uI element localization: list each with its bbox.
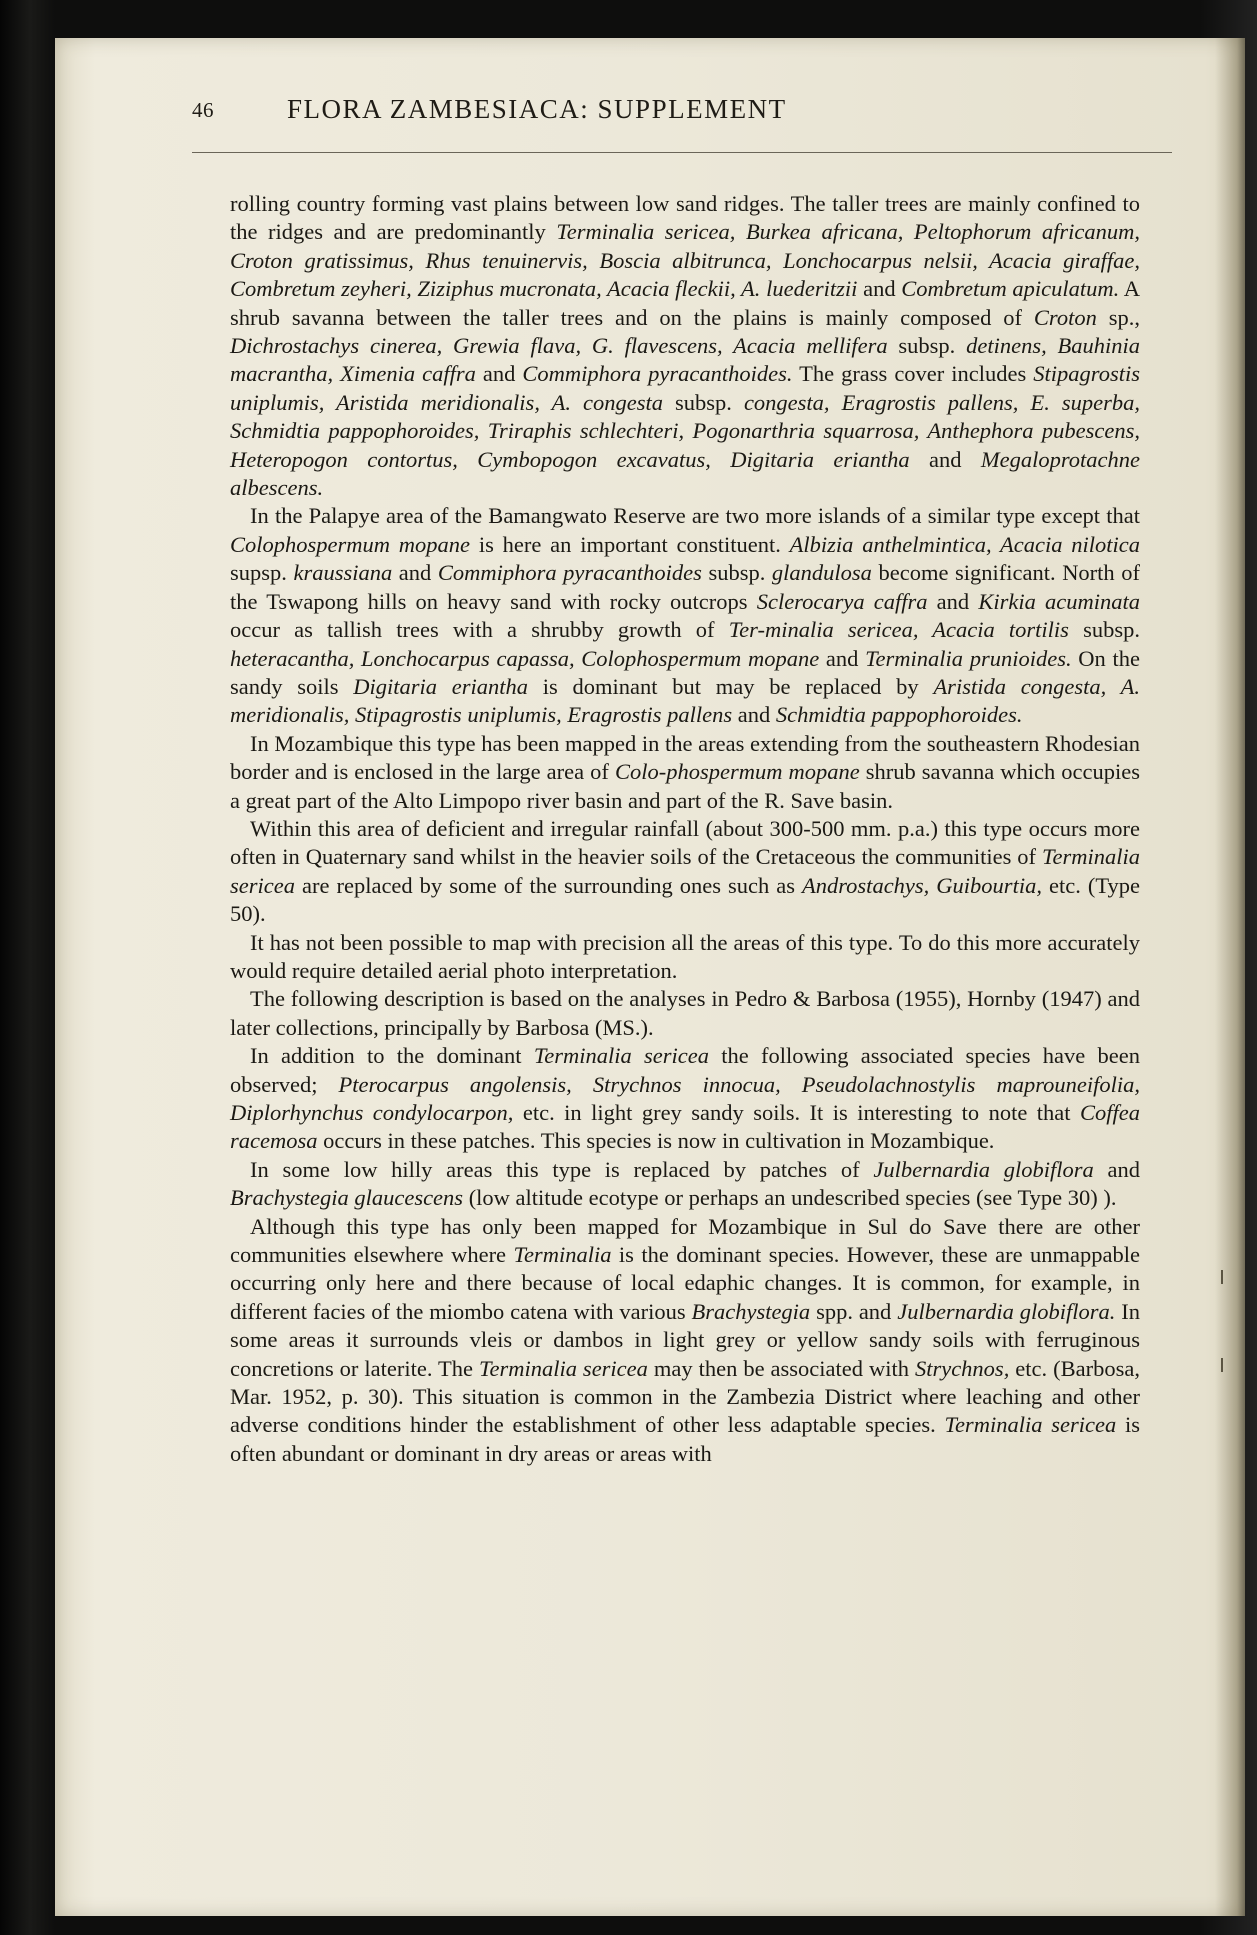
page-number: 46 xyxy=(192,98,214,122)
taxon-name: Commiphora pyracanthoides xyxy=(437,560,702,586)
taxon-name: glandulosa xyxy=(771,560,872,586)
taxon-name: Terminalia sericea xyxy=(479,1355,648,1381)
taxon-name: Commiphora pyracanthoides. xyxy=(522,361,793,387)
page-gutter-shadow xyxy=(1215,38,1245,1916)
taxon-name: Kirkia acuminata xyxy=(978,588,1140,614)
taxon-name: Brachystegia glaucescens xyxy=(230,1185,464,1211)
running-title: FLORA ZAMBESIACA: SUPPLEMENT xyxy=(287,94,787,124)
taxon-name: Strychnos, xyxy=(914,1355,1010,1381)
taxon-name: Pterocarpus angolensis, Strychnos innocua, Pseudolachnostylis maprouneifolia, Diplorhynchus condylocarpon, xyxy=(230,1071,1140,1125)
taxon-name: Sclerocarya caffra xyxy=(756,588,928,614)
taxon-name: Terminalia prunioides. xyxy=(865,645,1072,671)
taxon-name: Terminalia sericea, Burkea africana, Peltophorum africanum, Croton gratissimus, Rhus tenuinervis, Boscia albitrunca, Lonchocarpus nelsii, Acacia giraffae, Combretum zeyheri, Ziziphus mucronata, Acacia fleckii, A. luederitzii xyxy=(230,219,1140,302)
taxon-name: Julbernardia globiflora xyxy=(873,1156,1094,1182)
paragraph: In addition to the dominant Terminalia sericea the following associated species have been observed; Pterocarpus angolensis, Strychnos innocua, Pseudolachnostylis maprouneifolia, Diplorhynchus condylocarpon, etc. in light grey sandy soils. It is interesting to note that Coffea racemosa occurs in these patches. This species is now in cultivation in Mozambique. xyxy=(230,1043,1140,1154)
paragraph: In Mozambique this type has been mapped in the areas extending from the southeastern Rhodesian border and is enclosed in the large area of Colo-phospermum mopane shrub savanna which occupies a great part of the Alto Limpopo river basin and part of the R. Save basin. xyxy=(230,730,1141,813)
paragraph: In some low hilly areas this type is replaced by patches of Julbernardia globiflora and Brachystegia glaucescens (low altitude ecotype or perhaps an undescribed species (see Type 30) ). xyxy=(230,1156,1140,1211)
paragraph: The following description is based on the analyses in Pedro & Barbosa (1955), Hornby (1947) and later collections, principally by Barbosa (MS.). xyxy=(230,986,1140,1040)
paragraph: In the Palapye area of the Bamangwato Reserve are two more islands of a similar type except that Colophospermum mopane is here an important constituent. Albizia anthelmintica, Acacia nilotica supsp. kraussiana and Commiphora pyracanthoides subsp. glandulosa become significant. North of the Tswapong hills on heavy sand with rocky outcrops Sclerocarya caffra and Kirkia acuminata occur as tallish trees with a shrubby growth of Ter-minalia sericea, Acacia tortilis subsp. heteracantha, Lonchocarpus capassa, Colophospermum mopane and Terminalia prunioides. On the sandy soils Digitaria eriantha is dominant but may be replaced by Aristida congesta, A. meridionalis, Stipagrostis uniplumis, Eragrostis pallens and Schmidtia pappophoroides. xyxy=(230,503,1141,728)
taxon-name: Albizia anthelmintica, Acacia nilotica xyxy=(789,531,1140,557)
taxon-name: Coffea racemosa xyxy=(230,1100,1140,1154)
taxon-name: congesta, Eragrostis pallens, E. superba, Schmidtia pappophoroides, Triraphis schlechteri, Pogonarthria squarrosa, Anthephora pubescens, Heteropogon contortus, Cymbopogon excavatus, Digitaria eriantha xyxy=(230,389,1140,472)
taxon-name: Megaloprotachne albescens. xyxy=(230,446,1140,501)
taxon-name: Stipagrostis uniplumis, Aristida meridionalis, A. congesta xyxy=(230,361,1140,415)
taxon-name: Schmidtia pappophoroides. xyxy=(775,702,1023,728)
paragraph: Although this type has only been mapped for Mozambique in Sul do Save there are other communities elsewhere where Terminalia is the dominant species. However, these are unmappable occurring only here and there because of local edaphic changes. It is common, for example, in different facies of the miombo catena with various Brachystegia spp. and Julbernardia globiflora. In some areas it surrounds vleis or dambos in light grey or yellow sandy soils with ferruginous concretions or laterite. The Terminalia sericea may then be associated with Strychnos, etc. (Barbosa, Mar. 1952, p. 30). This situation is common in the Zambezia District where leaching and other adverse conditions hinder the establishment of other less adaptable species. Terminalia sericea is often abundant or dominant in dry areas or areas with xyxy=(230,1213,1140,1466)
taxon-name: Terminalia xyxy=(513,1242,612,1268)
taxon-name: Combretum apiculatum. xyxy=(901,276,1120,302)
taxon-name: detinens, Bauhinia macrantha, Ximenia caffra xyxy=(230,333,1141,387)
body-text xyxy=(230,190,1140,1468)
paragraph: It has not been possible to map with precision all the areas of this type. To do this more accurately would require detailed aerial photo interpretation. xyxy=(230,929,1140,983)
taxon-name: Terminalia sericea xyxy=(944,1412,1117,1438)
taxon-name: Digitaria eriantha xyxy=(353,673,529,699)
taxon-name: Colophospermum mopane xyxy=(230,531,471,557)
taxon-name: heteracantha, Lonchocarpus capassa, Colophospermum mopane xyxy=(230,645,820,671)
taxon-name: kraussiana xyxy=(293,560,393,586)
taxon-name: Aristida congesta, A. meridionalis, Stipagrostis uniplumis, Eragrostis pallens xyxy=(230,673,1141,728)
page-edge-mark xyxy=(1221,1270,1223,1284)
paragraph: rolling country forming vast plains between low sand ridges. The taller trees are mainly confined to the ridges and are predominantly Terminalia sericea, Burkea africana, Peltophorum africanum, Croton gratissimus, Rhus tenuinervis, Boscia albitrunca, Lonchocarpus nelsii, Acacia giraffae, Combretum zeyheri, Ziziphus mucronata, Acacia fleckii, A. luederitzii and Combretum apiculatum. A shrub savanna between the taller trees and on the plains is mainly composed of Croton sp., Dichrostachys cinerea, Grewia flava, G. flavescens, Acacia mellifera subsp. detinens, Bauhinia macrantha, Ximenia caffra and Commiphora pyracanthoides. The grass cover includes Stipagrostis uniplumis, Aristida meridionalis, A. congesta subsp. congesta, Eragrostis pallens, E. superba, Schmidtia pappophoroides, Triraphis schlechteri, Pogonarthria squarrosa, Anthephora pubescens, Heteropogon contortus, Cymbopogon excavatus, Digitaria eriantha and Megaloprotachne albescens. xyxy=(230,191,1141,501)
taxon-name: Croton xyxy=(1033,304,1097,330)
header-rule xyxy=(192,152,1172,153)
taxon-name: Colo-phospermum mopane xyxy=(614,759,860,785)
taxon-name: Ter-minalia sericea, Acacia tortilis xyxy=(728,617,1069,643)
taxon-name: Julbernardia globiflora. xyxy=(897,1298,1116,1324)
page-edge-mark xyxy=(1221,1358,1223,1372)
paragraph: Within this area of deficient and irregular rainfall (about 300-500 mm. p.a.) this type occurs more often in Quaternary sand whilst in the heavier soils of the Cretaceous the communities of Terminalia sericea are replaced by some of the surrounding ones such as Androstachys, Guibourtia, etc. (Type 50). xyxy=(230,815,1140,927)
taxon-name: Androstachys, Guibourtia, xyxy=(802,872,1042,898)
taxon-name: Dichrostachys cinerea, Grewia flava, G. flavescens, Acacia mellifera xyxy=(230,333,888,359)
taxon-name: Terminalia sericea xyxy=(533,1043,709,1069)
taxon-name: Brachystegia xyxy=(691,1298,811,1324)
taxon-name: Terminalia sericea xyxy=(230,844,1140,898)
